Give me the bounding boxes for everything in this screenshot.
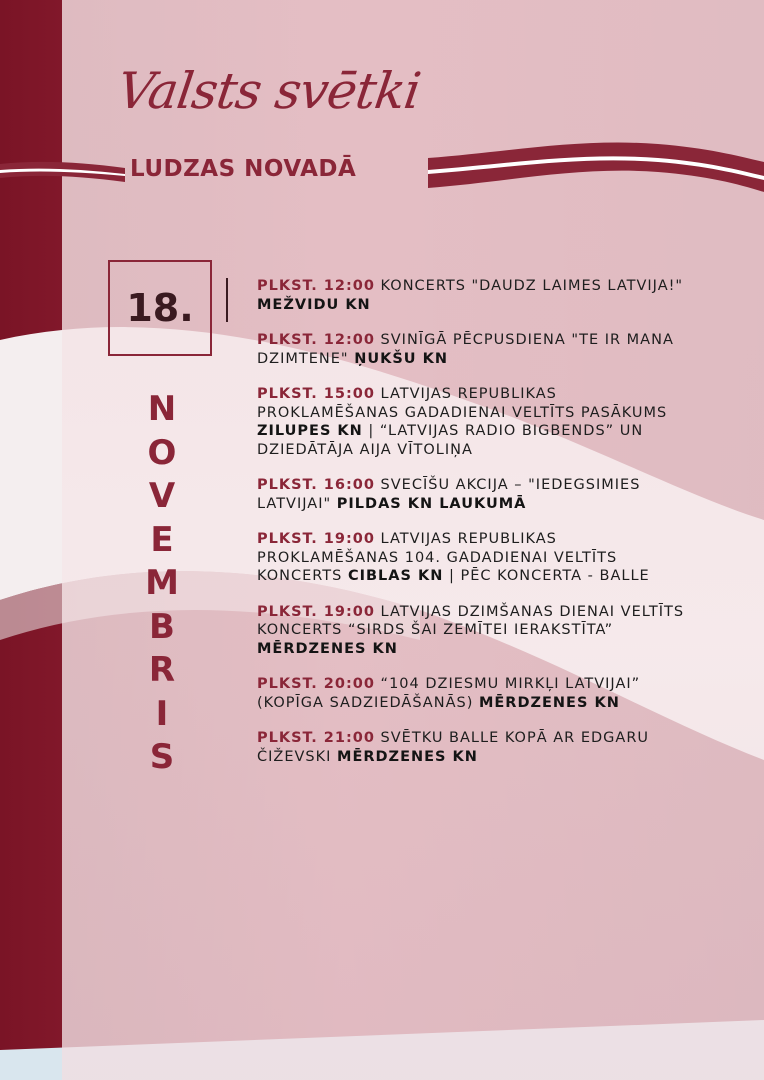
event-text: SVINĪGĀ PĒCPUSDIENA "TE IR MANA DZIMTENE" (257, 332, 674, 367)
region-subtitle: LUDZAS NOVADĀ (130, 156, 357, 182)
event-venue: MĒRDZENES KN (257, 640, 398, 657)
event-time: PLKST. 12:00 (257, 278, 375, 294)
date-day: 18. (126, 286, 194, 330)
event-venue: PILDAS KN LAUKUMĀ (336, 495, 527, 512)
month-letter: M (145, 563, 179, 603)
event-text: LATVIJAS DZIMŠANAS DIENAI VELTĪTS KONCERTS “SIRDS ŠAI ZEMĪTEI IERAKSTĪTA” (257, 603, 685, 638)
event-item (257, 603, 697, 659)
event-venue: MEŽVIDU KN (257, 296, 371, 313)
month-vertical (130, 388, 194, 780)
event-time: PLKST. 21:00 (257, 730, 375, 746)
event-list (257, 277, 697, 783)
event-text: LATVIJAS REPUBLIKAS PROKLAMĒŠANAS 104. GADADIENAI VELTĪTS KONCERTS (257, 531, 618, 584)
event-item (257, 277, 697, 314)
event-item (257, 331, 697, 368)
script-title: Valsts svētki (113, 62, 424, 120)
event-item (257, 530, 697, 586)
event-item (257, 385, 697, 459)
event-text: “104 DZIESMU MIRKĻI LATVIJAI” (KOPĪGA SADZIEDĀŠANĀS) (257, 676, 641, 711)
event-text: LATVIJAS REPUBLIKAS PROKLAMĒŠANAS GADADIENAI VELTĪTS PASĀKUMS (257, 386, 668, 421)
event-item (257, 476, 697, 513)
event-venue: ŅUKŠU KN (354, 350, 448, 367)
divider-line (226, 278, 228, 322)
event-time: PLKST. 19:00 (257, 603, 375, 620)
event-item (257, 675, 697, 712)
month-letter: N (147, 389, 177, 429)
event-time: PLKST. 16:00 (257, 477, 375, 493)
event-venue: CIBLAS KN (347, 568, 444, 584)
event-text: KONCERTS "DAUDZ LAIMES LATVIJA!" (374, 278, 684, 294)
month-letter: I (155, 693, 169, 734)
event-time: PLKST. 12:00 (257, 332, 375, 348)
month-letter: R (148, 650, 176, 690)
month-letter: V (148, 476, 176, 516)
event-text: SVĒTKU BALLE KOPĀ AR EDGARU ČIŽEVSKI (257, 730, 650, 765)
event-venue: ZILUPES KN (257, 423, 363, 439)
event-item (257, 729, 697, 766)
event-venue: MĒRDZENES KN (337, 748, 478, 765)
event-text-extra: | “LATVIJAS RADIO BIGBENDS” UN DZIEDĀTĀJA AIJA VĪTOLIŅA (257, 423, 644, 458)
month-letter: S (149, 737, 175, 777)
month-letter: B (149, 606, 175, 647)
date-box (108, 260, 212, 356)
event-time: PLKST. 15:00 (257, 386, 375, 402)
event-text: SVECĪŠU AKCIJA – "IEDEGSIMIES LATVIJAI" (257, 477, 641, 512)
month-letter: E (150, 519, 174, 560)
ribbon-left (0, 158, 125, 188)
month-letter: O (147, 432, 177, 473)
ribbon-right (428, 138, 764, 194)
event-text-extra: | PĒC KONCERTA - BALLE (443, 568, 650, 584)
event-time: PLKST. 19:00 (257, 531, 375, 547)
event-venue: MĒRDZENES KN (478, 694, 620, 711)
event-time: PLKST. 20:00 (257, 676, 375, 692)
